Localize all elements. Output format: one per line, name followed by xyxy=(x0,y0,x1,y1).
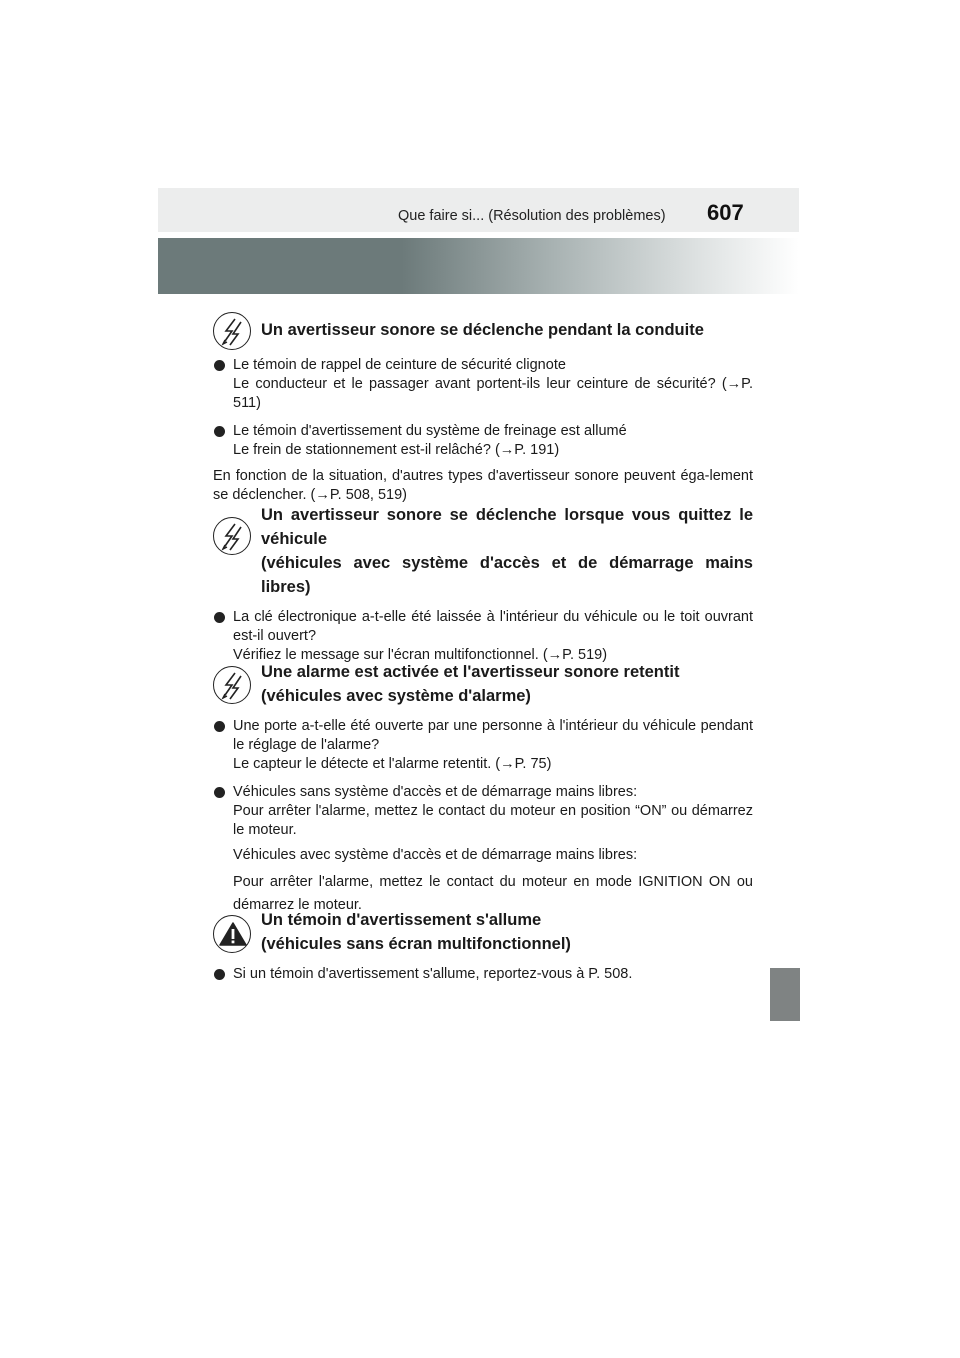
section-subheading: (véhicules avec système d'accès et de démarrage mains libres) xyxy=(261,554,753,596)
horn-icon xyxy=(213,312,251,350)
section-heading: Un avertisseur sonore se déclenche lorsque vous quittez le véhicule xyxy=(261,506,753,548)
warning-triangle-icon xyxy=(213,915,251,953)
section-title: Que faire si... (Résolution des problèmes) xyxy=(398,208,666,224)
section-horn-while-driving xyxy=(213,312,753,505)
list-item: Véhicules sans système d'accès et de démarrage mains libres: Pour arrêter l'alarme, mettez le contact du moteur en position “ON” ou démarrez le moteur. Véhicules avec système d'accès et de démarrage mains libres: Pour arrêter l'alarme, mettez le contact du moteur en mode IGNITION ON ou démarrez le moteur. xyxy=(213,783,753,917)
section-heading: Un témoin d'avertissement s'allume xyxy=(261,911,542,929)
list-item: Si un témoin d'avertissement s'allume, reportez-vous à P. 508. xyxy=(213,965,753,984)
chapter-tab xyxy=(770,968,800,1021)
section-horn-leaving-vehicle xyxy=(213,503,753,674)
section-alarm xyxy=(213,660,753,926)
section-subheading: (véhicules avec système d'alarme) xyxy=(261,687,531,705)
section-subheading: (véhicules sans écran multifonctionnel) xyxy=(261,935,571,953)
chapter-banner xyxy=(158,238,799,294)
section-heading: Un avertisseur sonore se déclenche pendant la conduite xyxy=(261,321,704,339)
horn-icon xyxy=(213,666,251,704)
section-heading: Une alarme est activée et l'avertisseur sonore retentit xyxy=(261,663,680,681)
section-warning-light xyxy=(213,908,753,993)
page-number: 607 xyxy=(707,200,744,225)
list-item: Le témoin d'avertissement du système de freinage est allumé Le frein de stationnement est-il relâché? (→P. 191) xyxy=(213,422,753,460)
list-item: La clé électronique a-t-elle été laissée à l'intérieur du véhicule ou le toit ouvrant est-il ouvert? Vérifiez le message sur l'écran multifonctionnel. (→P. 519) xyxy=(213,608,753,665)
list-item: Le témoin de rappel de ceinture de sécurité clignote Le conducteur et le passager avant portent-ils leur ceinture de sécurité? (→P. 511) xyxy=(213,356,753,413)
horn-icon xyxy=(213,517,251,555)
note-text: En fonction de la situation, d'autres types d'avertisseur sonore peuvent éga-lement se déclencher. (→P. 508, 519) xyxy=(213,468,753,503)
list-item: Une porte a-t-elle été ouverte par une personne à l'intérieur du véhicule pendant le réglage de l'alarme? Le capteur le détecte et l'alarme retentit. (→P. 75) xyxy=(213,717,753,774)
